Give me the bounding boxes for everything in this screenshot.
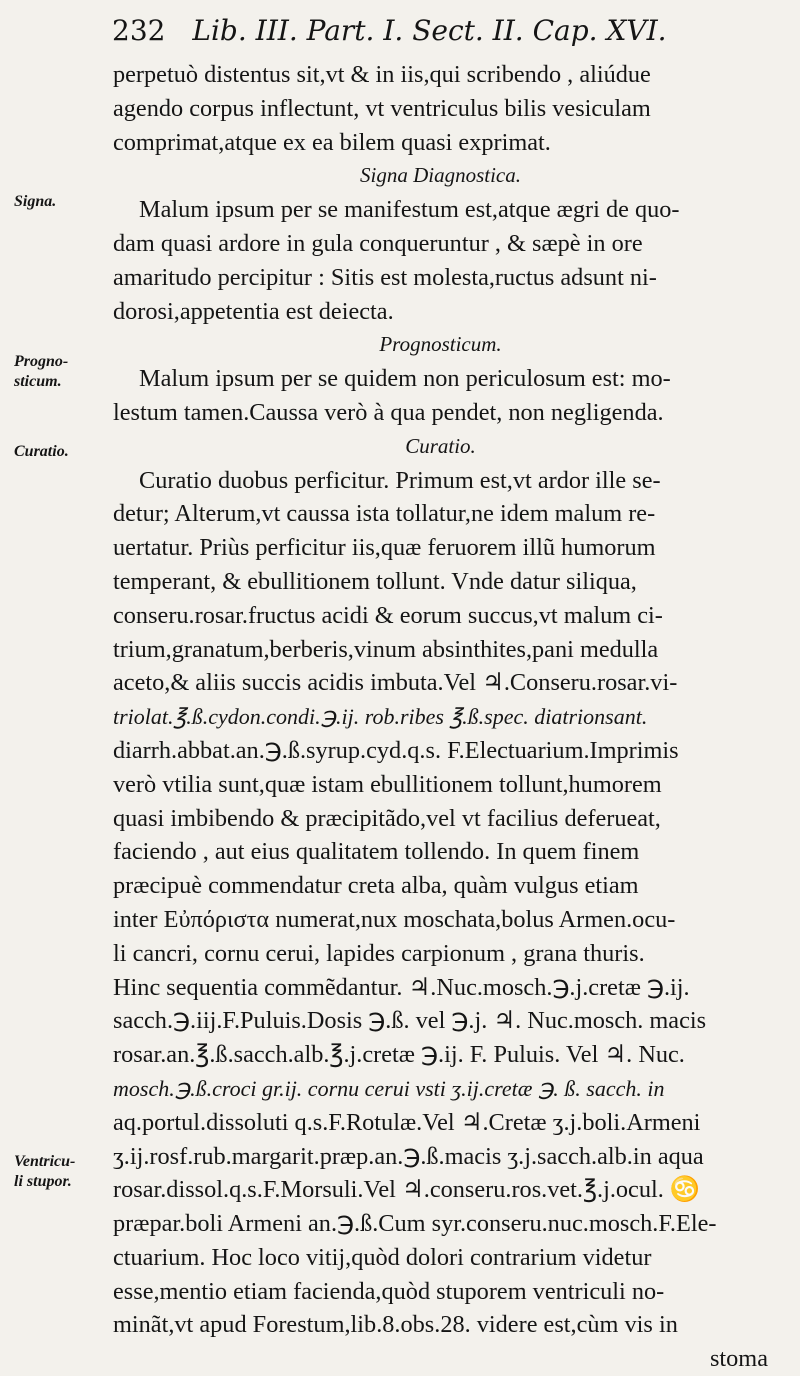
text-line: temperant, & ebullitionem tollunt. Vnde datur siliqua, — [113, 567, 637, 595]
text-line: diarrh.abbat.an.℈.ß.syrup.cyd.q.s. F.Electuarium.Imprimis — [113, 736, 679, 764]
section-heading-prognosticum: Prognosticum. — [379, 332, 502, 357]
margin-note-line: Curatio. — [14, 443, 69, 460]
running-title: Lib. III. Part. I. Sect. II. Cap. XVI. — [192, 14, 667, 47]
text-line: li cancri, cornu cerui, lapides carpionum , grana thuris. — [113, 939, 645, 967]
text-line: sacch.℈.iij.F.Puluis.Dosis ℈.ß. vel ℈.j. ♃. Nuc.mosch. macis — [113, 1007, 707, 1035]
text-line: triolat.℥.ß.cydon.condi.℈.ij. rob.ribes ℥.ß.spec. diatrionsant. — [113, 704, 648, 730]
text-line: verò vtilia sunt,quæ istam ebullitionem tollunt,humorem — [113, 770, 662, 798]
text-line: Malum ipsum per se quidem non periculosum est: mo- — [139, 365, 671, 393]
text-line: aq.portul.dissoluti q.s.F.Rotulæ.Vel ♃.Cretæ ʒ.j.boli.Armeni — [113, 1108, 701, 1136]
margin-note-prognosticum — [14, 352, 114, 392]
text-line: ʒ.ij.rosf.rub.margarit.præp.an.℈.ß.macis ʒ.j.sacch.alb.in aqua — [113, 1142, 704, 1170]
margin-note-line: Progno- — [14, 353, 69, 370]
running-header — [112, 14, 792, 47]
margin-note-line: li stupor. — [14, 1173, 72, 1190]
catchword: stoma — [709, 1345, 768, 1373]
text-line: rosar.an.℥.ß.sacch.alb.℥.j.cretæ ℈.ij. F. Puluis. Vel ♃. Nuc. — [113, 1041, 685, 1069]
margin-note-line: Signa. — [14, 193, 57, 210]
text-line: trium,granatum,berberis,vinum absinthites,pani medulla — [113, 635, 659, 663]
text-line: præpar.boli Armeni an.℈.ß.Cum syr.conseru.nuc.mosch.F.Ele- — [113, 1210, 717, 1238]
text-line: faciendo , aut eius qualitatem tollendo. In quem finem — [113, 838, 640, 866]
text-line: Malum ipsum per se manifestum est,atque ægri de quo- — [139, 196, 680, 224]
text-line: rosar.dissol.q.s.F.Morsuli.Vel ♃.conseru.ros.vet.℥.j.ocul. ♋ — [113, 1176, 701, 1204]
text-line: mosch.℈.ß.croci gr.ij. cornu cerui vsti ʒ.ij.cretæ ℈. ß. sacch. in — [113, 1075, 665, 1101]
text-line: Curatio duobus perficitur. Primum est,vt ardor ille se- — [139, 466, 661, 494]
margin-note-ventriculi-stupor — [14, 1152, 114, 1192]
text-line: minãt,vt apud Forestum,lib.8.obs.28. videre est,cùm vis in — [113, 1311, 678, 1339]
text-line: uertatur. Priùs perficitur iis,quæ feruorem illũ humorum — [113, 534, 656, 562]
margin-note-line: sticum. — [14, 373, 62, 390]
text-line: quasi imbibendo & præcipitãdo,vel vt facilius deferueat, — [113, 804, 661, 832]
text-line: esse,mentio etiam facienda,quòd stuporem ventriculi no- — [113, 1277, 665, 1305]
text-line: amaritudo percipitur : Sitis est molesta,ructus adsunt ni- — [113, 263, 657, 291]
text-line: comprimat,atque ex ea bilem quasi exprimat. — [113, 128, 551, 156]
section-heading-curatio: Curatio. — [405, 433, 476, 458]
text-line: Hinc sequentia commẽdantur. ♃.Nuc.mosch.℈.j.cretæ ℈.ij. — [113, 973, 690, 1001]
text-line: dam quasi ardore in gula conqueruntur , & sæpè in ore — [113, 229, 643, 257]
section-heading-signa-diagnostica: Signa Diagnostica. — [360, 163, 521, 188]
text-line: ctuarium. Hoc loco vitij,quòd dolori contrarium videtur — [113, 1243, 652, 1271]
text-line: dorosi,appetentia est deiecta. — [113, 297, 394, 325]
text-line: lestum tamen.Caussa verò à qua pendet, non negligenda. — [113, 398, 664, 426]
text-line: agendo corpus inflectunt, vt ventriculus bilis vesiculam — [113, 94, 651, 122]
main-text — [113, 58, 768, 1376]
margin-note-curatio — [14, 442, 114, 462]
text-line: præcipuè commendatur creta alba, quàm vulgus etiam — [113, 872, 639, 900]
text-line: detur; Alterum,vt caussa ista tollatur,ne idem malum re- — [113, 500, 656, 528]
margin-note-signa — [14, 192, 114, 212]
text-line: conseru.rosar.fructus acidi & eorum succus,vt malum ci- — [113, 601, 663, 629]
text-line: perpetuò distentus sit,vt & in iis,qui scribendo , aliúdue — [113, 61, 651, 88]
margin-note-line: Ventricu- — [14, 1153, 76, 1170]
text-line: inter Εὐπόριστα numerat,nux moschata,bolus Armen.ocu- — [113, 905, 676, 933]
page-number: 232 — [112, 14, 166, 47]
text-line: aceto,& aliis succis acidis imbuta.Vel ♃.Conseru.rosar.vi- — [113, 669, 678, 697]
